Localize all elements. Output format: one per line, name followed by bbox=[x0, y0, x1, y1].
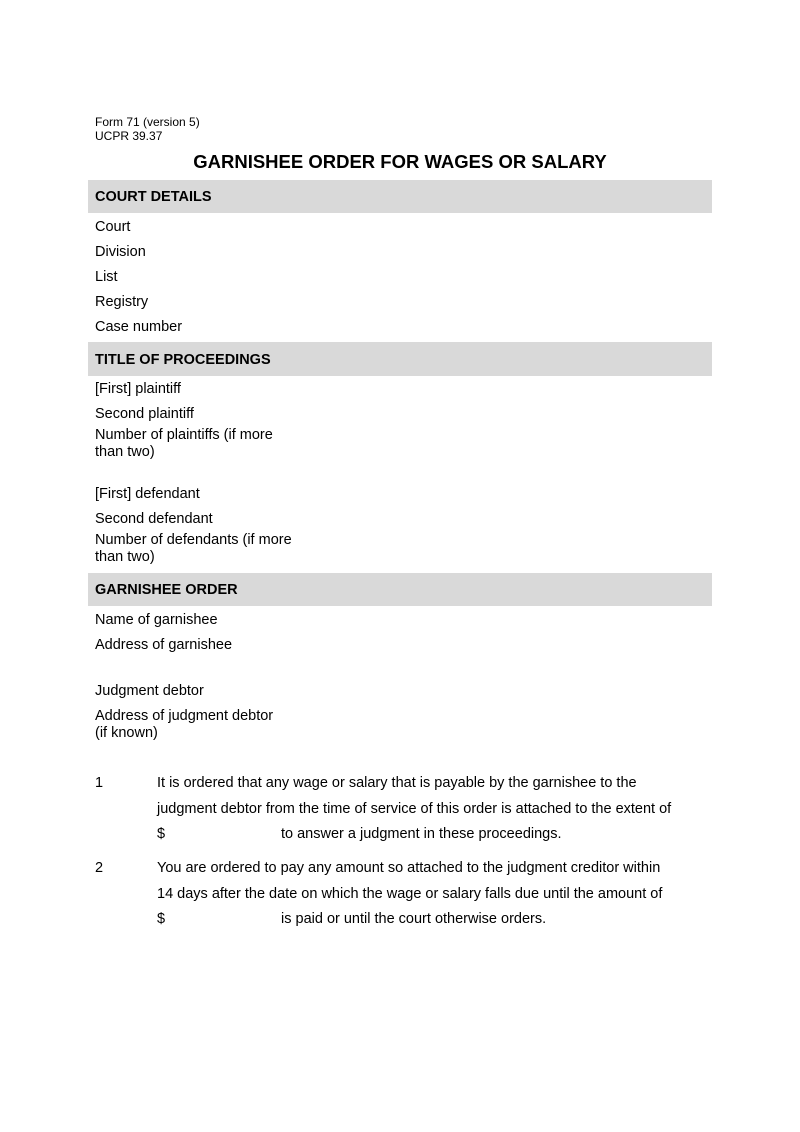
order-number: 1 bbox=[95, 775, 104, 791]
order-text-line: to answer a judgment in these proceedings. bbox=[281, 826, 562, 842]
section-heading: COURT DETAILS bbox=[95, 189, 212, 205]
section-garnishee-order bbox=[88, 573, 712, 606]
field-label-address-of-judgment-debtor: Address of judgment debtor bbox=[95, 708, 274, 724]
page-title: GARNISHEE ORDER FOR WAGES OR SALARY bbox=[193, 151, 607, 172]
order-text-line: judgment debtor from the time of service of this order is attached to the extent of bbox=[157, 801, 672, 817]
field-label-number-of-plaintiffs-cont: than two) bbox=[95, 444, 155, 460]
field-label-second-plaintiff: Second plaintiff bbox=[95, 406, 194, 422]
order-text-line: It is ordered that any wage or salary that is payable by the garnishee to the bbox=[157, 775, 637, 791]
field-label-number-of-defendants: Number of defendants (if more bbox=[95, 532, 292, 548]
field-label-address-of-garnishee: Address of garnishee bbox=[95, 637, 233, 653]
section-title-of-proceedings bbox=[88, 342, 712, 376]
order-text-line: is paid or until the court otherwise orders. bbox=[281, 911, 547, 927]
field-label-list: List bbox=[95, 269, 118, 285]
field-label-number-of-plaintiffs: Number of plaintiffs (if more bbox=[95, 427, 273, 443]
field-label-address-of-judgment-debtor-cont: (if known) bbox=[95, 725, 158, 741]
section-court-details bbox=[88, 180, 712, 213]
field-label-court: Court bbox=[95, 219, 131, 235]
field-label-first-defendant: [First] defendant bbox=[95, 486, 200, 502]
field-label-case-number: Case number bbox=[95, 319, 183, 335]
order-text-line: You are ordered to pay any amount so attached to the judgment creditor within bbox=[157, 860, 661, 876]
field-label-number-of-defendants-cont: than two) bbox=[95, 549, 155, 565]
currency-symbol: $ bbox=[157, 826, 166, 842]
field-label-first-plaintiff: [First] plaintiff bbox=[95, 381, 181, 397]
field-label-judgment-debtor: Judgment debtor bbox=[95, 683, 204, 699]
currency-symbol: $ bbox=[157, 911, 166, 927]
order-number: 2 bbox=[95, 860, 104, 876]
field-label-second-defendant: Second defendant bbox=[95, 511, 213, 527]
order-text-line: 14 days after the date on which the wage or salary falls due until the amount of bbox=[157, 886, 663, 902]
field-label-name-of-garnishee: Name of garnishee bbox=[95, 612, 218, 628]
section-heading: TITLE OF PROCEEDINGS bbox=[95, 352, 271, 368]
field-label-division: Division bbox=[95, 244, 146, 260]
rule-reference: UCPR 39.37 bbox=[95, 129, 163, 143]
section-heading: GARNISHEE ORDER bbox=[95, 582, 238, 598]
form-number: Form 71 (version 5) bbox=[95, 115, 200, 129]
field-label-registry: Registry bbox=[95, 294, 149, 310]
